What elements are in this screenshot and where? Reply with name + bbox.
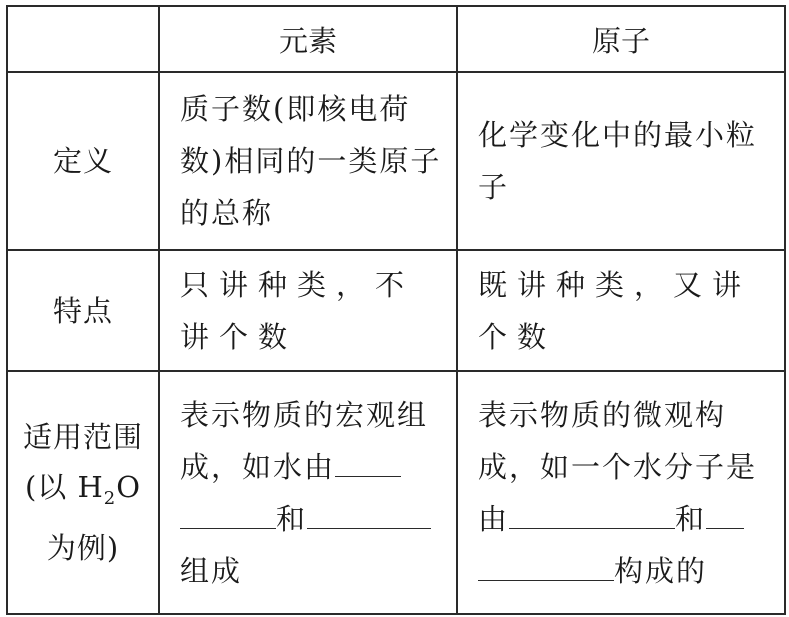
definition-element-text: 质子数(即核电荷数)相同的一类原子的总称 <box>180 92 442 230</box>
fill-blank[interactable] <box>307 498 431 529</box>
header-row <box>7 6 785 72</box>
scope-element-text <box>160 389 456 597</box>
scope-atom-part1: 表示物质的微观构成，如一个水分子是由 <box>478 397 758 536</box>
feature-element-cell <box>159 250 457 371</box>
fill-blank[interactable] <box>706 498 744 529</box>
scope-label-line1: 适用范围 <box>22 419 143 454</box>
header-element: 元素 <box>159 6 457 72</box>
fill-blank[interactable] <box>180 498 276 529</box>
table-row <box>7 371 785 614</box>
scope-label-line3: 为例) <box>46 531 120 566</box>
row-label-feature: 特点 <box>7 250 159 371</box>
table-row <box>7 250 785 371</box>
scope-atom-cell <box>457 371 785 614</box>
header-atom: 原子 <box>457 6 785 72</box>
scope-atom-part2: 构成的 <box>614 553 708 588</box>
definition-atom-cell <box>457 72 785 250</box>
header-corner-cell <box>7 6 159 72</box>
definition-element-cell <box>159 72 457 250</box>
fill-blank[interactable] <box>335 446 401 477</box>
scope-element-and: 和 <box>276 501 308 536</box>
scope-element-part1: 表示物质的宏观组成，如水由 <box>180 397 429 484</box>
scope-atom-text <box>458 389 784 597</box>
scope-atom-and: 和 <box>675 501 707 536</box>
scope-label-subscript: 2 <box>103 487 117 509</box>
definition-atom-text: 化学变化中的最小粒子 <box>478 118 758 204</box>
row-label-scope <box>7 371 159 614</box>
fill-blank[interactable] <box>478 550 614 581</box>
scope-label-suffix: O <box>116 469 142 504</box>
element-vs-atom-table <box>6 5 786 615</box>
feature-element-text: 只讲种类，不讲个数 <box>180 267 415 354</box>
scope-element-cell <box>159 371 457 614</box>
feature-atom-text: 既讲种类，又讲个数 <box>478 267 752 354</box>
fill-blank[interactable] <box>509 498 675 529</box>
row-label-definition: 定义 <box>7 72 159 250</box>
scope-label-line2 <box>8 462 158 524</box>
feature-atom-cell <box>457 250 785 371</box>
scope-element-part2: 组成 <box>180 553 243 588</box>
table-row <box>7 72 785 250</box>
scope-label-prefix: (以 H <box>24 469 104 504</box>
